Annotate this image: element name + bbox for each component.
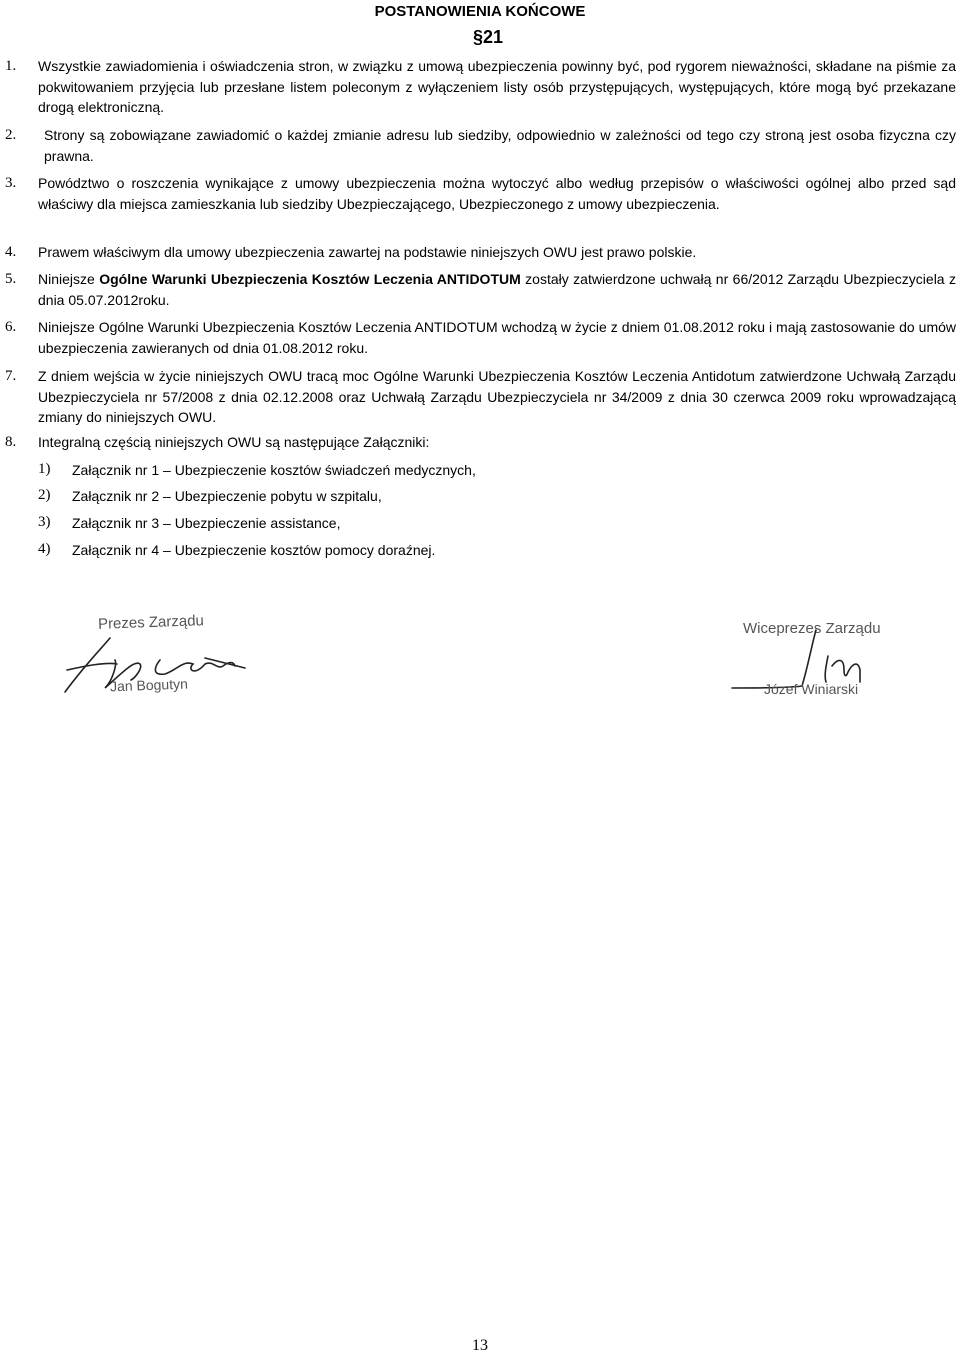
- attachment-item: Załącznik nr 2 – Ubezpieczenie pobytu w szpitalu,: [72, 488, 382, 504]
- clause-text: Powództwo o roszczenia wynikające z umowy ubezpieczenia można wytoczyć albo według przepisów o właściwości ogólnej albo przed sąd właściwy dla miejsca zamieszkania lub siedziby Ubezpieczającego, Ubezpieczonego z umowy ubezpieczenia.: [38, 175, 956, 212]
- clause-number: 7.: [5, 368, 17, 384]
- section-title: POSTANOWIENIA KOŃCOWE: [374, 3, 586, 20]
- signature-name: Jan Bogutyn: [109, 675, 189, 695]
- clause-text: Niniejsze Ogólne Warunki Ubezpieczenia Kosztów Leczenia ANTIDOTUM wchodzą w życie z dniem 01.08.2012 roku i mają zastosowanie do umów ubezpieczenia zawieranych od dnia 01.08.2012 roku.: [38, 319, 956, 356]
- clause-number: 1.: [5, 58, 17, 74]
- attachment-number: 1): [38, 461, 51, 477]
- attachment-number: 3): [38, 514, 51, 530]
- attachment-item: Załącznik nr 4 – Ubezpieczenie kosztów pomocy doraźnej.: [72, 542, 436, 558]
- page-number: 13: [472, 1337, 488, 1354]
- clause-text: Prawem właściwym dla umowy ubezpieczenia zawartej na podstawie niniejszych OWU jest prawo polskie.: [38, 244, 697, 260]
- paragraph-number: §21: [472, 27, 504, 47]
- signature-title: Wiceprezes Zarządu: [743, 620, 881, 637]
- clause-text: Integralną częścią niniejszych OWU są następujące Załączniki:: [38, 434, 430, 450]
- attachment-item: Załącznik nr 3 – Ubezpieczenie assistance,: [72, 515, 341, 531]
- clause-number: 4.: [5, 244, 17, 260]
- clause-number: 3.: [5, 175, 17, 191]
- signature-name: Józef Winiarski: [764, 681, 859, 697]
- signature-title: Prezes Zarządu: [97, 612, 205, 633]
- clause-text: Strony są zobowiązane zawiadomić o każdej zmianie adresu lub siedziby, odpowiednio w zależności od tego czy stroną jest osoba fizyczna czy prawna.: [44, 127, 956, 164]
- clause-text: Wszystkie zawiadomienia i oświadczenia stron, w związku z umową ubezpieczenia powinny być, pod rygorem nieważności, składane na piśmie za pokwitowaniem przyjęcia lub przesłane listem poleconym z wyłączeniem listy osób przystępujących, występujących, które mogą być przekazane drogą elektroniczną.: [38, 58, 956, 115]
- attachment-item: Załącznik nr 1 – Ubezpieczenie kosztów świadczeń medycznych,: [72, 462, 476, 478]
- clause-number: 5.: [5, 271, 17, 287]
- clause-text: Niniejsze Ogólne Warunki Ubezpieczenia Kosztów Leczenia ANTIDOTUM zostały zatwierdzone uchwałą nr 66/2012 Zarządu Ubezpieczyciela z dnia 05.07.2012roku.: [38, 271, 956, 308]
- clause-number: 6.: [5, 319, 17, 335]
- clause-text: Z dniem wejścia w życie niniejszych OWU tracą moc Ogólne Warunki Ubezpieczenia Kosztów Leczenia Antidotum zatwierdzone Uchwałą Zarządu Ubezpieczyciela nr 57/2008 z dnia 02.12.2008 oraz Uchwałą Zarządu Ubezpieczyciela nr 34/2009 z dnia 30 czerwca 2009 roku wprowadzającą zmiany do niniejszych OWU.: [38, 368, 956, 425]
- clause-number: 2.: [5, 127, 17, 143]
- document-name-bold: Ogólne Warunki Ubezpieczenia Kosztów Leczenia ANTIDOTUM: [99, 271, 521, 287]
- clause-number: 8.: [5, 434, 17, 450]
- attachment-number: 4): [38, 541, 51, 557]
- attachment-number: 2): [38, 487, 51, 503]
